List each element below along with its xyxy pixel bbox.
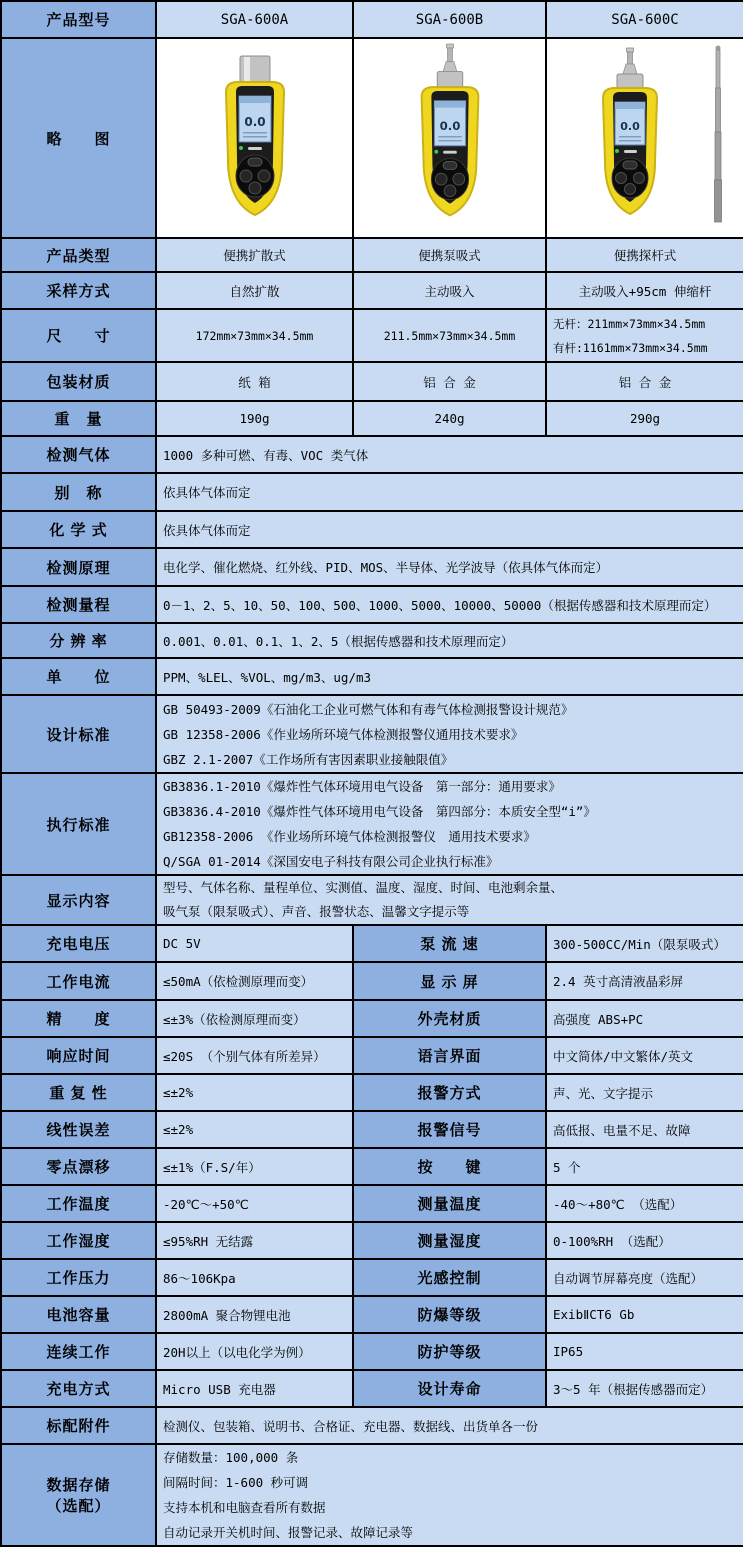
- standard-line: GB3836.4-2010《爆炸性气体环境用电气设备 第四部分：本质安全型“i”》: [163, 804, 596, 819]
- row-label: 尺 寸: [1, 309, 156, 362]
- spec-value: ≤20S （个别气体有所差异）: [156, 1037, 353, 1074]
- storage-label-line: （选配）: [46, 1498, 111, 1515]
- row-label: 电池容量: [1, 1296, 156, 1333]
- screen-title-bar: [615, 102, 645, 109]
- spec-value: 20H以上（以电化学为例）: [156, 1333, 353, 1370]
- row-label: 检测原理: [1, 548, 156, 586]
- spec-value-b: 便携泵吸式: [353, 238, 546, 272]
- row-label: 工作电流: [1, 962, 156, 1000]
- brand-label: [248, 147, 262, 150]
- spec-value: 依具体气体而定: [156, 473, 743, 511]
- spec-value: ≤±2%: [156, 1111, 353, 1148]
- spec-value-b: 211.5mm×73mm×34.5mm: [353, 309, 546, 362]
- spec-value: 高强度 ABS+PC: [546, 1000, 743, 1037]
- storage-label-line: 数据存储: [46, 1477, 111, 1494]
- row-label: 化 学 式: [1, 511, 156, 548]
- row-label: 采样方式: [1, 272, 156, 309]
- table-row: [1, 773, 743, 875]
- spec-value: 3～5 年（根据传感器而定）: [546, 1370, 743, 1407]
- spec-value: 电化学、催化燃烧、红外线、PID、MOS、半导体、光学波导（依具体气体而定）: [156, 548, 743, 586]
- probe-rod: [447, 48, 452, 62]
- brand-label: [443, 151, 457, 154]
- row-label: 标配附件: [1, 1407, 156, 1444]
- spec-value: 检测仪、包装箱、说明书、合格证、充电器、数据线、出货单各一份: [156, 1407, 743, 1444]
- spec-value: Micro USB 充电器: [156, 1370, 353, 1407]
- row-label: 充电电压: [1, 925, 156, 962]
- spec-value-c: 便携探杆式: [546, 238, 743, 272]
- row-label: 执行标准: [1, 773, 156, 875]
- row-label: 工作温度: [1, 1185, 156, 1222]
- model-name-b: SGA-600B: [353, 1, 546, 38]
- spec-value: 5 个: [546, 1148, 743, 1185]
- gas-detector-illustration-a: [160, 40, 350, 236]
- probe-flare: [623, 64, 637, 74]
- right-button: [452, 173, 464, 185]
- spec-value: ≤±2%: [156, 1074, 353, 1111]
- table-row: [1, 962, 743, 1000]
- row-label: 防护等级: [353, 1333, 546, 1370]
- dimension-line: 无杆：211mm×73mm×34.5mm: [553, 316, 706, 331]
- table-row: [1, 548, 743, 586]
- table-row: [1, 473, 743, 511]
- left-button: [435, 173, 447, 185]
- row-label: 设计标准: [1, 695, 156, 773]
- rod-segment: [716, 88, 721, 132]
- row-label: 包装材质: [1, 362, 156, 401]
- product-image-sga-600b: [353, 38, 546, 238]
- spec-value: 声、光、文字提示: [546, 1074, 743, 1111]
- table-row: [1, 925, 743, 962]
- spec-value: 1000 多种可燃、有毒、VOC 类气体: [156, 436, 743, 473]
- row-label: 报警方式: [353, 1074, 546, 1111]
- spec-value-a: 便携扩散式: [156, 238, 353, 272]
- row-label: 连续工作: [1, 1333, 156, 1370]
- row-label: 光感控制: [353, 1259, 546, 1296]
- spec-value-b: 240g: [353, 401, 546, 436]
- row-label-model: 产品型号: [1, 1, 156, 38]
- row-label: 测量湿度: [353, 1222, 546, 1259]
- spec-value: 高低报、电量不足、故障: [546, 1111, 743, 1148]
- row-label: 语言界面: [353, 1037, 546, 1074]
- display-content-line: 吸气泵（限泵吸式）、声音、报警状态、温馨文字提示等: [163, 904, 470, 919]
- row-label: 报警信号: [353, 1111, 546, 1148]
- table-row: [1, 238, 743, 272]
- rod-segment: [715, 180, 722, 222]
- standard-line: GBZ 2.1-2007《工作场所有害因素职业接触限值》: [163, 751, 454, 767]
- spec-value-a: 自然扩散: [156, 272, 353, 309]
- spec-value: [156, 1444, 743, 1546]
- row-label: 泵 流 速: [353, 925, 546, 962]
- screen-title-bar: [434, 101, 465, 108]
- screen-line: [438, 140, 461, 141]
- screen-line: [619, 140, 641, 142]
- row-label: 重 复 性: [1, 1074, 156, 1111]
- spec-value: PPM、%LEL、%VOL、mg/m3、ug/m3: [156, 658, 743, 695]
- row-label: 线性误差: [1, 1111, 156, 1148]
- enter-button: [625, 184, 636, 195]
- probe-tip: [446, 44, 453, 48]
- probe-tip: [627, 48, 634, 52]
- product-image-sga-600c: [546, 38, 743, 238]
- storage-line: 存储数量：100,000 条: [163, 1450, 299, 1465]
- row-label: 设计寿命: [353, 1370, 546, 1407]
- table-row: [1, 1111, 743, 1148]
- spec-value-c: 290g: [546, 401, 743, 436]
- probe-flare: [443, 62, 457, 72]
- table-row: [1, 1000, 743, 1037]
- standard-line: Q/SGA 01-2014《深国安电子科技有限公司企业执行标准》: [163, 854, 499, 869]
- spec-value: 0-100%RH （选配）: [546, 1222, 743, 1259]
- row-label: 响应时间: [1, 1037, 156, 1074]
- menu-button: [443, 161, 457, 169]
- sensor-cap: [617, 74, 643, 88]
- row-label: 工作湿度: [1, 1222, 156, 1259]
- probe-rod: [628, 52, 633, 64]
- enter-button: [249, 182, 261, 194]
- right-button: [634, 173, 645, 184]
- table-row: [1, 1259, 743, 1296]
- screen-line: [243, 136, 267, 138]
- screen-line: [438, 136, 461, 137]
- gas-detector-illustration-c: [549, 40, 741, 236]
- row-label-storage: [1, 1444, 156, 1546]
- row-label: 测量温度: [353, 1185, 546, 1222]
- row-label: 精 度: [1, 1000, 156, 1037]
- table-row: [1, 1370, 743, 1407]
- table-row: [1, 1037, 743, 1074]
- spec-value: [156, 695, 743, 773]
- table-row: [1, 1296, 743, 1333]
- spec-value-b: 主动吸入: [353, 272, 546, 309]
- left-button: [616, 173, 627, 184]
- standard-line: GB3836.1-2010《爆炸性气体环境用电气设备 第一部分：通用要求》: [163, 779, 561, 794]
- row-label: 别 称: [1, 473, 156, 511]
- sensor-cap: [437, 71, 462, 87]
- row-label: 零点漂移: [1, 1148, 156, 1185]
- menu-button: [248, 158, 262, 166]
- table-row: [1, 1074, 743, 1111]
- standard-line: GB 12358-2006《作业场所环境气体检测报警仪通用技术要求》: [163, 726, 524, 742]
- table-row: [1, 1, 743, 38]
- led-indicator: [239, 146, 243, 150]
- table-row: [1, 875, 743, 925]
- telescopic-rod: [715, 46, 722, 223]
- row-label-sketch: 略 图: [1, 38, 156, 238]
- spec-value-c: 主动吸入+95cm 伸缩杆: [546, 272, 743, 309]
- row-label: 产品类型: [1, 238, 156, 272]
- table-row: [1, 511, 743, 548]
- spec-value: 2800mA 聚合物锂电池: [156, 1296, 353, 1333]
- spec-value: 300-500CC/Min（限泵吸式）: [546, 925, 743, 962]
- rod-segment: [716, 50, 720, 88]
- spec-value: 0.001、0.01、0.1、1、2、5（根据传感器和技术原理而定）: [156, 623, 743, 658]
- spec-value: ≤50mA（依检测原理而变）: [156, 962, 353, 1000]
- screen-reading: 0.0: [439, 119, 460, 134]
- row-label: 单 位: [1, 658, 156, 695]
- left-button: [240, 170, 252, 182]
- led-indicator: [434, 150, 438, 154]
- screen-line: [619, 136, 641, 138]
- storage-line: 间隔时间：1-600 秒可调: [163, 1475, 309, 1490]
- screen-line: [243, 132, 267, 134]
- model-name-a: SGA-600A: [156, 1, 353, 38]
- spec-value: IP65: [546, 1333, 743, 1370]
- spec-value-b: 铝 合 金: [353, 362, 546, 401]
- table-row: [1, 658, 743, 695]
- device-group: [603, 48, 657, 214]
- table-row: [1, 1407, 743, 1444]
- row-label: 分 辨 率: [1, 623, 156, 658]
- spec-value: DC 5V: [156, 925, 353, 962]
- menu-button: [623, 161, 637, 169]
- row-label: 工作压力: [1, 1259, 156, 1296]
- spec-value: [156, 773, 743, 875]
- spec-value: -40～+80℃ （选配）: [546, 1185, 743, 1222]
- spec-value-a: 172mm×73mm×34.5mm: [156, 309, 353, 362]
- storage-line: 自动记录开关机时间、报警记录、故障记录等: [163, 1525, 414, 1540]
- table-row: [1, 401, 743, 436]
- right-button: [258, 170, 270, 182]
- spec-value: 2.4 英寸高清液晶彩屏: [546, 962, 743, 1000]
- spec-value-a: 190g: [156, 401, 353, 436]
- row-label: 外壳材质: [353, 1000, 546, 1037]
- table-row: [1, 1333, 743, 1370]
- table-row: [1, 38, 743, 238]
- table-row: [1, 272, 743, 309]
- row-label: 检测量程: [1, 586, 156, 623]
- row-label: 重 量: [1, 401, 156, 436]
- row-label: 检测气体: [1, 436, 156, 473]
- row-label: 显示内容: [1, 875, 156, 925]
- row-label: 充电方式: [1, 1370, 156, 1407]
- spec-value-c: 铝 合 金: [546, 362, 743, 401]
- led-indicator: [615, 149, 619, 153]
- brand-label: [624, 150, 637, 153]
- spec-value: 依具体气体而定: [156, 511, 743, 548]
- table-row: [1, 1148, 743, 1185]
- standard-line: GB12358-2006 《作业场所环境气体检测报警仪 通用技术要求》: [163, 829, 536, 844]
- row-label: 按 键: [353, 1148, 546, 1185]
- row-label: 显 示 屏: [353, 962, 546, 1000]
- row-label: 防爆等级: [353, 1296, 546, 1333]
- display-content-line: 型号、气体名称、量程单位、实测值、温度、湿度、时间、电池剩余量、: [163, 880, 564, 895]
- spec-value: 86～106Kpa: [156, 1259, 353, 1296]
- spec-value: ≤±3%（依检测原理而变）: [156, 1000, 353, 1037]
- storage-line: 支持本机和电脑查看所有数据: [163, 1500, 326, 1515]
- screen-reading: 0.0: [620, 120, 640, 133]
- rod-segment: [715, 132, 721, 180]
- table-row: [1, 623, 743, 658]
- product-image-sga-600a: [156, 38, 353, 238]
- sensor-cap-highlight: [244, 57, 250, 83]
- spec-value: 0－1、2、5、10、50、100、500、1000、5000、10000、50000（根据传感器和技术原理而定）: [156, 586, 743, 623]
- table-row: [1, 1222, 743, 1259]
- spec-value-a: 纸 箱: [156, 362, 353, 401]
- table-row: [1, 695, 743, 773]
- dimension-line: 有杆:1161mm×73mm×34.5mm: [553, 340, 708, 355]
- spec-value: [156, 875, 743, 925]
- spec-value: ExibⅡCT6 Gb: [546, 1296, 743, 1333]
- spec-value: ≤95%RH 无结露: [156, 1222, 353, 1259]
- spec-value: 自动调节屏幕亮度（选配）: [546, 1259, 743, 1296]
- table-row: [1, 1185, 743, 1222]
- screen-title-bar: [239, 96, 271, 103]
- table-row: [1, 436, 743, 473]
- table-row: [1, 586, 743, 623]
- enter-button: [444, 185, 456, 197]
- table-row: [1, 1444, 743, 1546]
- spec-value-c: [546, 309, 743, 362]
- spec-value: -20℃～+50℃: [156, 1185, 353, 1222]
- spec-value: ≤±1%（F.S/年）: [156, 1148, 353, 1185]
- model-name-c: SGA-600C: [546, 1, 743, 38]
- table-row: [1, 309, 743, 362]
- screen-reading: 0.0: [243, 115, 266, 129]
- table-row: [1, 362, 743, 401]
- gas-detector-illustration-b: [357, 40, 543, 236]
- standard-line: GB 50493-2009《石油化工企业可燃气体和有毒气体检测报警设计规范》: [163, 701, 574, 717]
- spec-value: 中文简体/中文繁体/英文: [546, 1037, 743, 1074]
